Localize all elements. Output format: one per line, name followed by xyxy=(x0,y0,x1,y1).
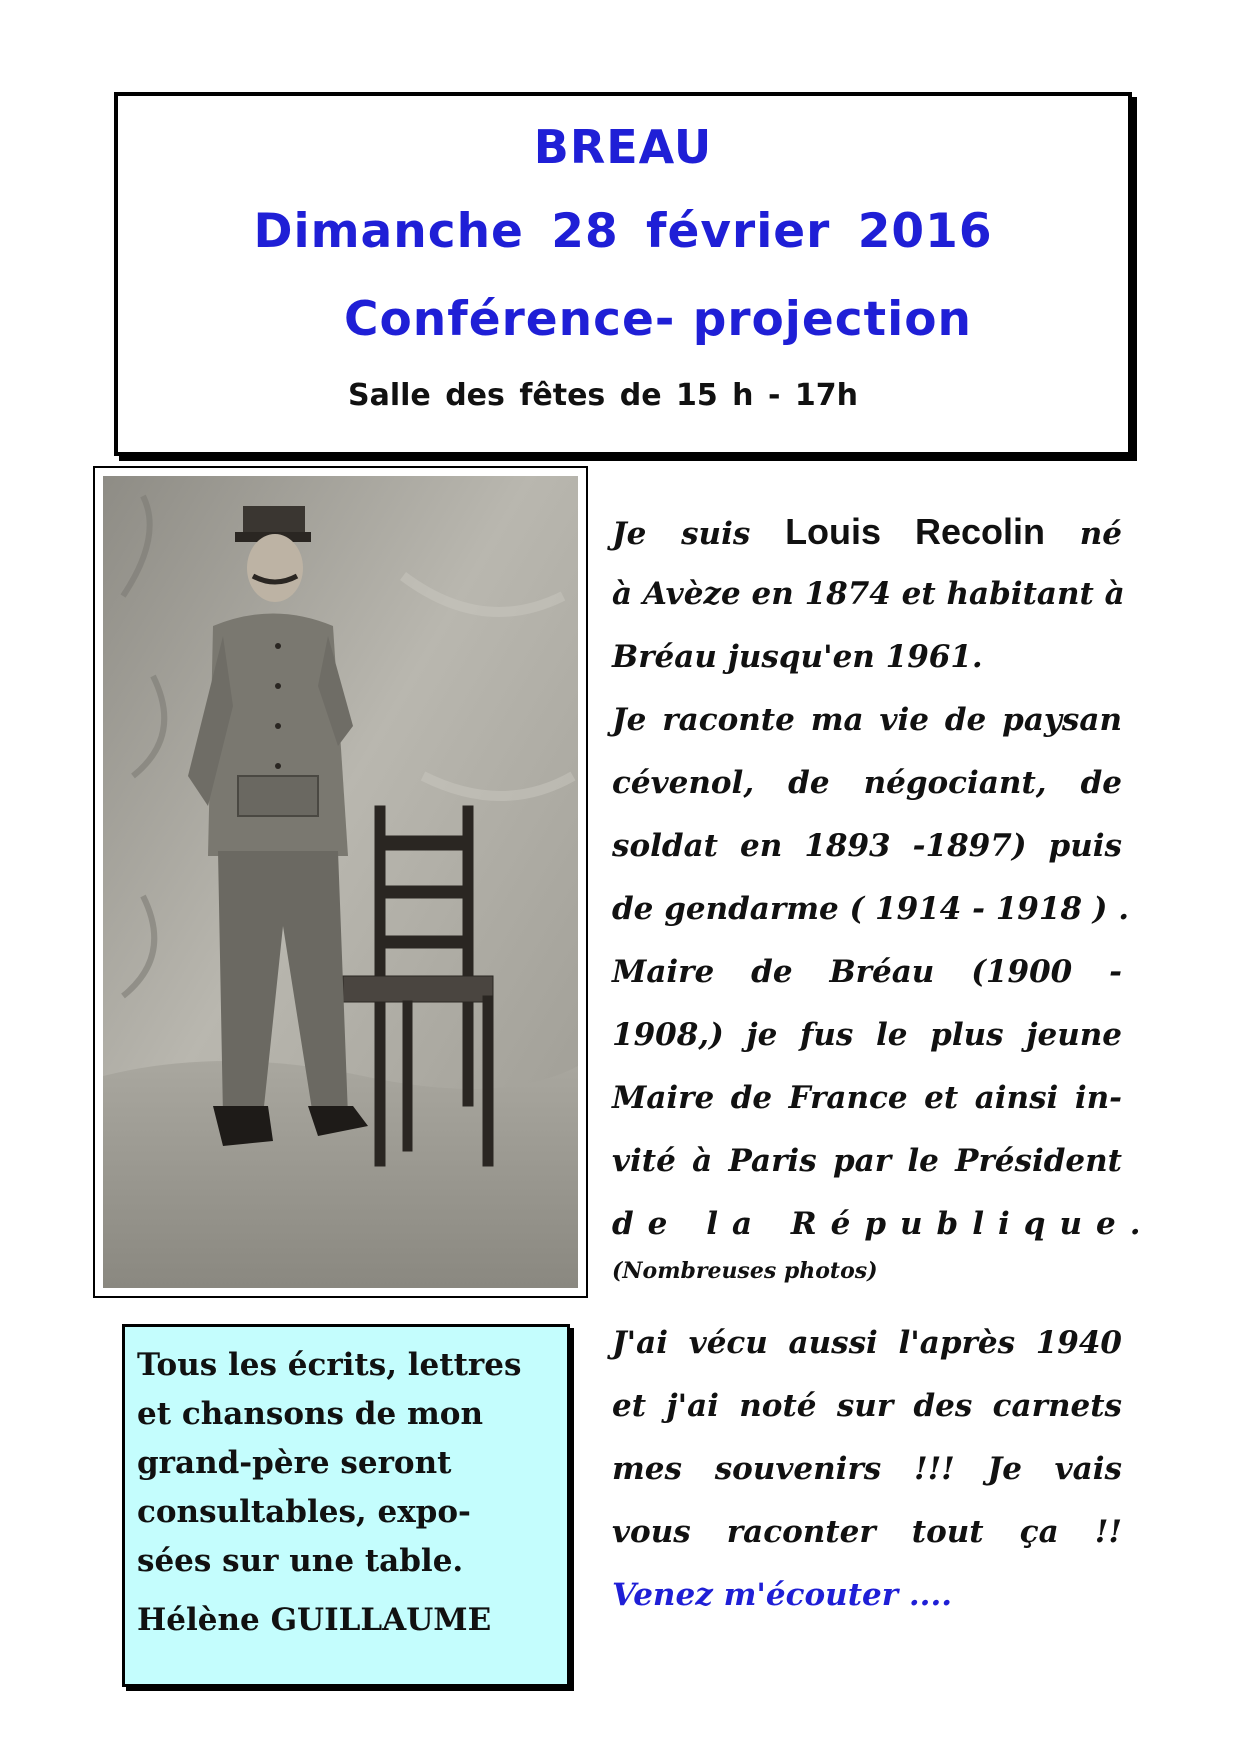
narrative-line: et j'ai noté sur des carnets xyxy=(612,1388,1122,1424)
call-to-action: Venez m'écouter .... xyxy=(612,1577,953,1613)
narrative-line: de la République. xyxy=(612,1206,1155,1242)
note-author: Hélène GUILLAUME xyxy=(137,1602,492,1638)
event-title: Conférence- projection xyxy=(344,292,972,347)
narrative-line: soldat en 1893 -1897) puis xyxy=(612,828,1122,864)
narrative-text xyxy=(612,500,1155,1627)
narrative-line xyxy=(612,500,1122,563)
date-title: Dimanche 28 février 2016 xyxy=(253,204,993,259)
person-name: Louis Recolin xyxy=(785,511,1046,552)
narrative-born: né xyxy=(1045,516,1122,552)
note-line: sées sur une table. xyxy=(137,1543,464,1579)
note-line: consultables, expo- xyxy=(137,1494,471,1530)
narrative-intro: Je suis xyxy=(612,516,786,552)
narrative-line: à Avèze en 1874 et habitant à xyxy=(612,576,1125,612)
photos-note: (Nombreuses photos) xyxy=(612,1258,878,1284)
narrative-line: de gendarme ( 1914 - 1918 ) . xyxy=(612,891,1130,927)
narrative-line: Maire de France et ainsi in- xyxy=(612,1080,1122,1116)
narrative-line: vous raconter tout ça !! xyxy=(612,1514,1122,1550)
portrait-photo xyxy=(93,466,588,1298)
note-line: Tous les écrits, lettres xyxy=(137,1347,522,1383)
note-line: et chansons de mon xyxy=(137,1396,483,1432)
narrative-line: Maire de Bréau (1900 - xyxy=(612,954,1122,990)
narrative-line: Je raconte ma vie de paysan xyxy=(612,702,1122,738)
narrative-line: Bréau jusqu'en 1961. xyxy=(612,639,983,675)
note-box xyxy=(122,1324,570,1687)
narrative-line: vité à Paris par le Président xyxy=(612,1143,1122,1179)
venue-line: Salle des fêtes de 15 h - 17h xyxy=(348,378,858,413)
narrative-line: 1908,) je fus le plus jeune xyxy=(612,1017,1122,1053)
note-line: grand-père seront xyxy=(137,1445,452,1481)
narrative-paragraph-3 xyxy=(612,1312,1122,1627)
narrative-line: J'ai vécu aussi l'après 1940 xyxy=(612,1325,1122,1361)
portrait-photo-image xyxy=(103,476,578,1288)
header-box xyxy=(114,92,1132,456)
town-title: BREAU xyxy=(533,120,713,174)
narrative-line: mes souvenirs !!! Je vais xyxy=(612,1451,1122,1487)
narrative-line: cévenol, de négociant, de xyxy=(612,765,1122,801)
